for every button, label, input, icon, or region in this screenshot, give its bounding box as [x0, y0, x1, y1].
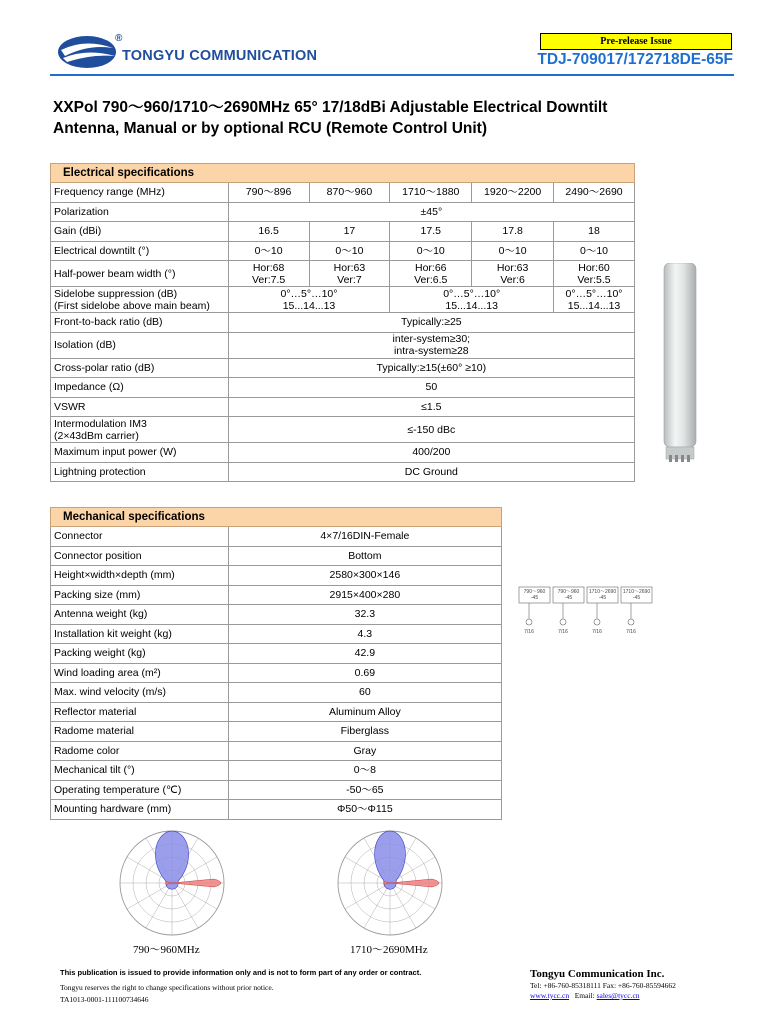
connector-symbol — [594, 619, 600, 625]
spec-value: 17.5 — [390, 222, 472, 242]
spec-value: 790～896 — [228, 183, 309, 203]
spec-label: Connector — [51, 527, 229, 547]
spec-row — [51, 462, 635, 482]
spec-row — [51, 722, 502, 742]
spec-label: Frequency range (MHz) — [51, 183, 229, 203]
spec-value: 0°…5°…10° 15...14...13 — [228, 287, 390, 313]
pattern-label-low-band: 790～960MHz — [133, 944, 200, 956]
spec-row — [51, 261, 635, 287]
spec-label: Height×width×depth (mm) — [51, 566, 229, 586]
spec-value: 2490～2690 — [554, 183, 635, 203]
spec-label: Antenna weight (kg) — [51, 605, 229, 625]
spec-value: 0～10 — [228, 241, 309, 261]
spec-value: 2580×300×146 — [228, 566, 501, 586]
spec-label: Sidelobe suppression (dB) (First sidelobe above main beam) — [51, 287, 229, 313]
spec-value: 0～8 — [228, 761, 501, 781]
spec-value: 0～10 — [472, 241, 554, 261]
electrical-heading: Electrical specifications — [51, 164, 635, 183]
spec-value: ≤1.5 — [228, 397, 634, 417]
spec-row — [51, 624, 502, 644]
footer-doc-number: TA1013-0001-111100734646 — [60, 995, 149, 1004]
spec-value: inter-system≥30; intra-system≥28 — [228, 332, 634, 358]
antenna-image — [662, 263, 698, 463]
port-1 — [519, 587, 550, 635]
port-2 — [553, 587, 584, 635]
spec-row — [51, 241, 635, 261]
model-number: TDJ-709017/172718DE-65F — [537, 51, 733, 68]
radiation-pattern-high-band — [328, 826, 458, 941]
spec-row — [51, 332, 635, 358]
mechanical-heading: Mechanical specifications — [51, 508, 502, 527]
spec-label: Cross-polar ratio (dB) — [51, 358, 229, 378]
spec-label: Packing weight (kg) — [51, 644, 229, 664]
spec-value: 2915×400×280 — [228, 585, 501, 605]
port-label: 1710～2690 — [622, 589, 651, 595]
spec-label: Radome color — [51, 741, 229, 761]
website-link[interactable]: www.tycc.cn — [530, 991, 570, 1000]
footer-tel-fax: Tel: +86-760-85318111 Fax: +86-760-85594662 — [530, 981, 676, 990]
spec-row — [51, 417, 635, 443]
spec-label: Mechanical tilt (°) — [51, 761, 229, 781]
spec-value: Φ50～Φ115 — [228, 800, 501, 820]
spec-row — [51, 741, 502, 761]
spec-label: Gain (dBi) — [51, 222, 229, 242]
company-name: TONGYU COMMUNICATION — [122, 48, 318, 64]
port-label: 790～960 — [557, 589, 580, 595]
spec-row — [51, 397, 635, 417]
port-diagram — [515, 583, 665, 653]
spec-value: DC Ground — [228, 462, 634, 482]
spec-value: 17 — [309, 222, 390, 242]
spec-value: Typically:≥15(±60° ≥10) — [228, 358, 634, 378]
spec-label: VSWR — [51, 397, 229, 417]
spec-value: 17.8 — [472, 222, 554, 242]
electrical-spec-table — [50, 163, 635, 482]
port-3 — [587, 587, 618, 635]
spec-row — [51, 202, 635, 222]
spec-label: Reflector material — [51, 702, 229, 722]
spec-row — [51, 378, 635, 398]
spec-value: Hor:60 Ver:5.5 — [554, 261, 635, 287]
spec-row — [51, 663, 502, 683]
registered-mark: ® — [115, 33, 123, 44]
spec-value: 870～960 — [309, 183, 390, 203]
header-rule — [50, 74, 734, 76]
email-link[interactable]: sales@tycc.cn — [596, 991, 640, 1000]
spec-value: 18 — [554, 222, 635, 242]
connector-label: 7/16 — [558, 629, 568, 635]
connector-symbol — [560, 619, 566, 625]
spec-value: -50～65 — [228, 780, 501, 800]
spec-value: Hor:63 Ver:7 — [309, 261, 390, 287]
horizontal-pattern-lobe — [375, 831, 406, 889]
spec-value: 0～10 — [390, 241, 472, 261]
spec-label: Half-power beam width (°) — [51, 261, 229, 287]
email-label: Email: — [574, 991, 595, 1000]
pattern-label-high-band: 1710～2690MHz — [350, 944, 428, 956]
spec-value: 42.9 — [228, 644, 501, 664]
footer-disclaimer: This publication is issued to provide information only and is not to form part of any order or contract. — [60, 968, 422, 977]
spec-value: Gray — [228, 741, 501, 761]
spec-row — [51, 527, 502, 547]
connector-label: 7/16 — [592, 629, 602, 635]
spec-value: 0°…5°…10° 15...14...13 — [554, 287, 635, 313]
spec-value: 60 — [228, 683, 501, 703]
spec-row — [51, 546, 502, 566]
connector-label: 7/16 — [626, 629, 636, 635]
spec-value: ≤-150 dBc — [228, 417, 634, 443]
spec-value: 0.69 — [228, 663, 501, 683]
spec-label: Connector position — [51, 546, 229, 566]
spec-row — [51, 183, 635, 203]
spec-value: 1920～2200 — [472, 183, 554, 203]
spec-label: Mounting hardware (mm) — [51, 800, 229, 820]
spec-row — [51, 702, 502, 722]
port-label: -45 — [632, 595, 641, 601]
spec-value: 0°…5°…10° 15...14...13 — [390, 287, 554, 313]
spec-row — [51, 585, 502, 605]
spec-label: Operating temperature (℃) — [51, 780, 229, 800]
spec-value: 16.5 — [228, 222, 309, 242]
document-title — [53, 97, 753, 139]
spec-label: Front-to-back ratio (dB) — [51, 313, 229, 333]
spec-label: Max. wind velocity (m/s) — [51, 683, 229, 703]
spec-value: Fiberglass — [228, 722, 501, 742]
spec-label: Packing size (mm) — [51, 585, 229, 605]
spec-row — [51, 644, 502, 664]
spec-value: 0～10 — [309, 241, 390, 261]
spec-row — [51, 313, 635, 333]
spec-label: Radome material — [51, 722, 229, 742]
spec-row — [51, 566, 502, 586]
footer-web — [530, 991, 640, 1000]
port-label: 790～960 — [523, 589, 546, 595]
horizontal-pattern-lobe — [155, 831, 188, 889]
spec-value: 32.3 — [228, 605, 501, 625]
spec-value: Hor:63 Ver:6 — [472, 261, 554, 287]
port-label: -45 — [530, 595, 539, 601]
spec-label: Electrical downtilt (°) — [51, 241, 229, 261]
prerelease-badge: Pre-release Issue — [540, 33, 732, 50]
spec-label: Polarization — [51, 202, 229, 222]
tongyu-logo — [55, 30, 123, 72]
footer-rights: Tongyu reserves the right to change specifications without prior notice. — [60, 983, 274, 992]
spec-row — [51, 287, 635, 313]
spec-label: Intermodulation IM3 (2×43dBm carrier) — [51, 417, 229, 443]
connector-symbol — [628, 619, 634, 625]
spec-label: Maximum input power (W) — [51, 443, 229, 463]
spec-label: Lightning protection — [51, 462, 229, 482]
title-line-1: XXPol 790～960/1710～2690MHz 65° 17/18dBi Adjustable Electrical Downtilt — [53, 99, 608, 116]
spec-row — [51, 761, 502, 781]
spec-row — [51, 222, 635, 242]
connector-label: 7/16 — [524, 629, 534, 635]
spec-label: Installation kit weight (kg) — [51, 624, 229, 644]
spec-row — [51, 800, 502, 820]
spec-row — [51, 605, 502, 625]
spec-value: 4.3 — [228, 624, 501, 644]
spec-row — [51, 683, 502, 703]
spec-value: ±45° — [228, 202, 634, 222]
spec-label: Isolation (dB) — [51, 332, 229, 358]
mechanical-spec-table — [50, 507, 502, 820]
port-label: -45 — [564, 595, 573, 601]
spec-value: 1710～1880 — [390, 183, 472, 203]
port-label: 1710～2690 — [588, 589, 617, 595]
spec-row — [51, 780, 502, 800]
radiation-pattern-low-band — [110, 826, 240, 941]
connector-symbol — [526, 619, 532, 625]
spec-value: 4×7/16DIN-Female — [228, 527, 501, 547]
footer-company: Tongyu Communication Inc. — [530, 968, 665, 980]
spec-value: Bottom — [228, 546, 501, 566]
spec-value: 0～10 — [554, 241, 635, 261]
port-4 — [621, 587, 652, 635]
title-line-2: Antenna, Manual or by optional RCU (Remote Control Unit) — [53, 120, 487, 137]
spec-value: Hor:66 Ver:6.5 — [390, 261, 472, 287]
spec-value: Typically:≥25 — [228, 313, 634, 333]
spec-row — [51, 443, 635, 463]
spec-value: 400/200 — [228, 443, 634, 463]
spec-label: Wind loading area (m²) — [51, 663, 229, 683]
spec-value: 50 — [228, 378, 634, 398]
spec-value: Hor:68 Ver:7.5 — [228, 261, 309, 287]
spec-label: Impedance (Ω) — [51, 378, 229, 398]
spec-row — [51, 358, 635, 378]
spec-value: Aluminum Alloy — [228, 702, 501, 722]
port-label: -45 — [598, 595, 607, 601]
